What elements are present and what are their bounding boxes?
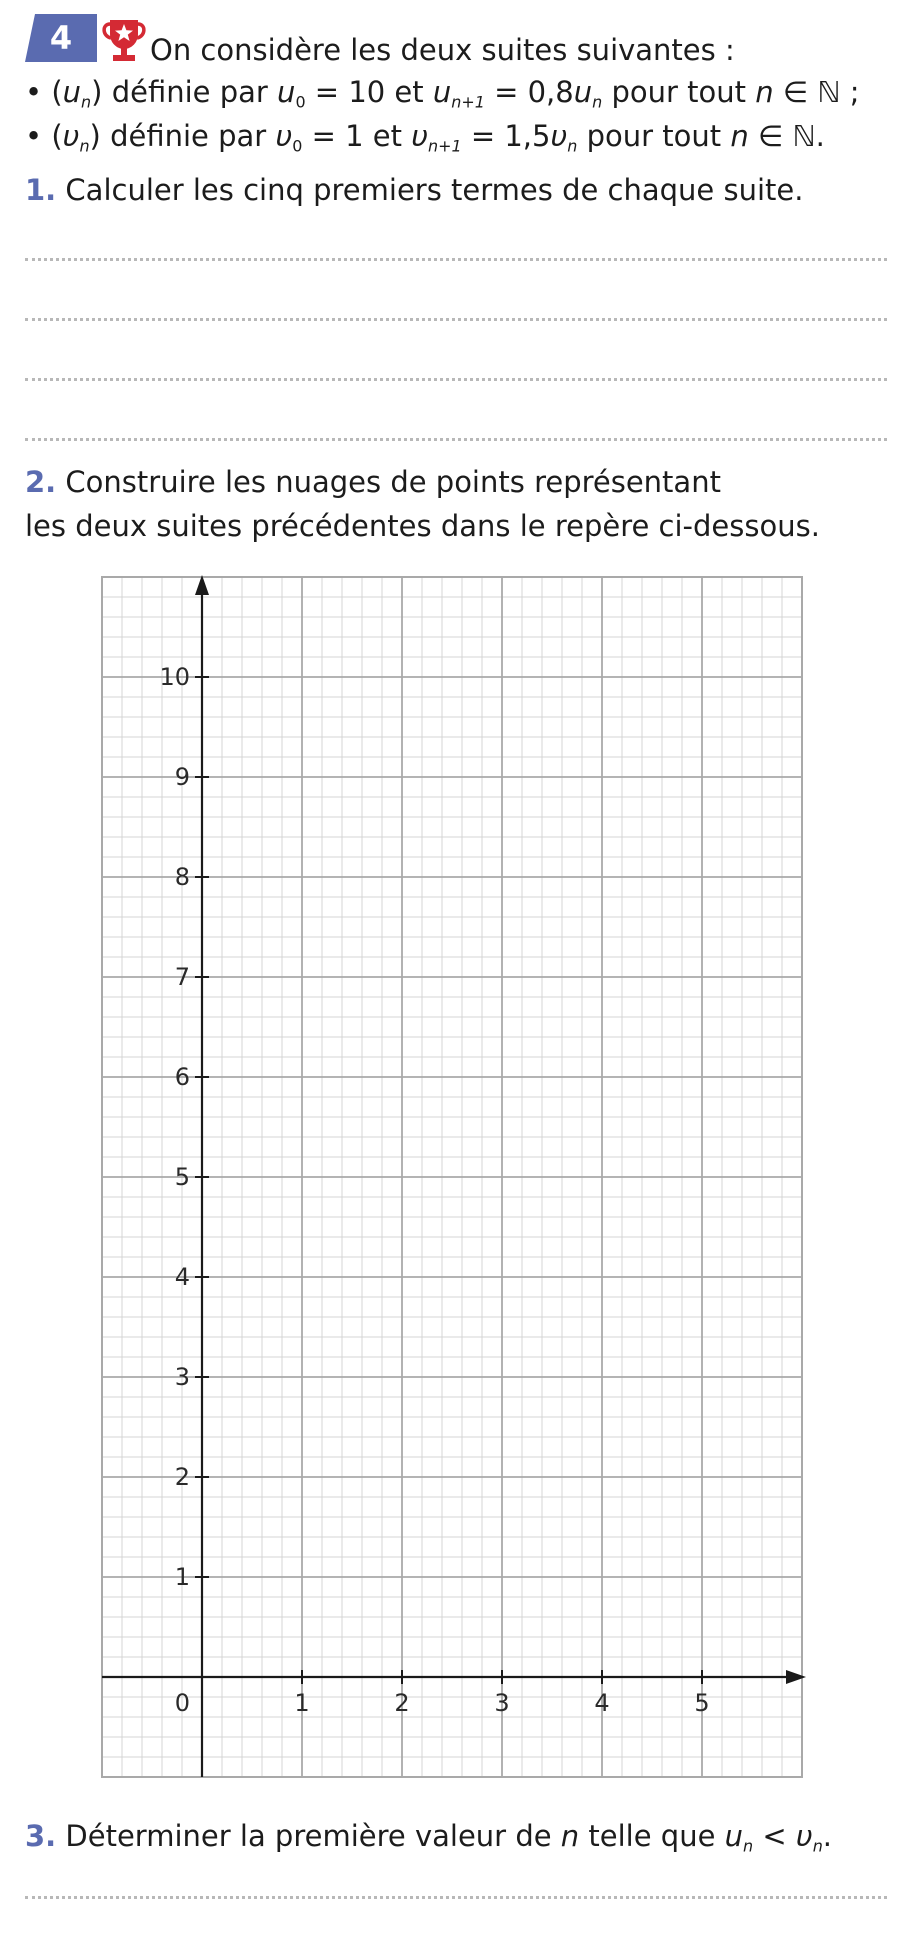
exercise-intro: On considère les deux suites suivantes : [150, 33, 735, 67]
period: . [822, 1819, 833, 1853]
bullet: • [25, 119, 43, 153]
var-v: υ [62, 119, 80, 153]
y-tick-label: 9 [174, 763, 190, 791]
var-v: υ [795, 1819, 813, 1853]
x-tick-label: 1 [294, 1689, 310, 1717]
y-tick-label: 5 [174, 1163, 190, 1191]
bullet: • [25, 75, 43, 109]
sub-0: 0 [295, 92, 306, 112]
question-2-line-2: les deux suites précédentes dans le repère ci-dessous. [25, 509, 820, 543]
sub-n: n [81, 92, 92, 112]
question-1-number: 1. [25, 173, 57, 207]
x-tick-label: 4 [594, 1689, 610, 1717]
sub-n: n [812, 1836, 823, 1856]
sub-n: n [79, 136, 90, 156]
x-tick-label: 5 [694, 1689, 710, 1717]
natural-set: ∈ ℕ ; [782, 75, 860, 109]
var-v: υ [411, 119, 428, 153]
var-v: υ [275, 119, 293, 153]
sub-n: n [567, 136, 578, 156]
paren-close: ) [91, 75, 103, 109]
y-tick-label: 8 [174, 863, 190, 891]
sub-0: 0 [292, 136, 303, 156]
var-n: n [755, 75, 774, 109]
question-1-text: Calculer les cinq premiers termes de chaque suite. [65, 173, 804, 207]
x-tick-label: 2 [394, 1689, 410, 1717]
definie-par: définie par [111, 75, 268, 109]
origin-label: 0 [174, 1689, 190, 1717]
var-u: u [724, 1819, 744, 1853]
pour-tout: pour tout [586, 119, 722, 153]
natural-set: ∈ ℕ. [757, 119, 825, 153]
recurrence: = 0,8 [494, 75, 574, 109]
var-n: n [730, 119, 749, 153]
sub-n-plus-1: n+1 [427, 136, 462, 156]
initial-value: = 1 et [311, 119, 402, 153]
question-2-text-1: Construire les nuages de points représentant [65, 465, 721, 499]
recurrence: = 1,5 [470, 119, 551, 153]
y-tick-label: 10 [159, 663, 190, 691]
exercise-number: 4 [49, 19, 73, 57]
var-n: n [560, 1819, 580, 1853]
paren-close: ) [89, 119, 101, 153]
question-3-text: Déterminer la première valeur de [65, 1819, 552, 1853]
y-tick-label: 6 [174, 1063, 190, 1091]
sub-n: n [743, 1836, 754, 1856]
paren-open: ( [51, 119, 63, 153]
var-u: u [432, 75, 452, 109]
y-tick-label: 3 [174, 1363, 190, 1391]
y-tick-label: 1 [174, 1563, 190, 1591]
y-tick-label: 7 [174, 963, 190, 991]
y-tick-label: 2 [174, 1463, 190, 1491]
x-tick-label: 3 [494, 1689, 510, 1717]
var-u: u [62, 75, 82, 109]
sub-n-plus-1: n+1 [451, 92, 485, 112]
initial-value: = 10 et [314, 75, 424, 109]
pour-tout: pour tout [611, 75, 746, 109]
sub-n: n [592, 92, 603, 112]
less-than: < [762, 1819, 787, 1853]
definie-par: définie par [110, 119, 267, 153]
y-tick-label: 4 [174, 1263, 190, 1291]
question-3-mid: telle que [588, 1819, 716, 1853]
question-3-number: 3. [25, 1819, 57, 1853]
question-2-number: 2. [25, 465, 57, 499]
var-u: u [573, 75, 593, 109]
question-3 [25, 1818, 897, 1865]
paren-open: ( [51, 75, 63, 109]
answer-line-q3[interactable] [25, 1896, 887, 1899]
var-v: υ [550, 119, 568, 153]
var-u: u [277, 75, 296, 109]
